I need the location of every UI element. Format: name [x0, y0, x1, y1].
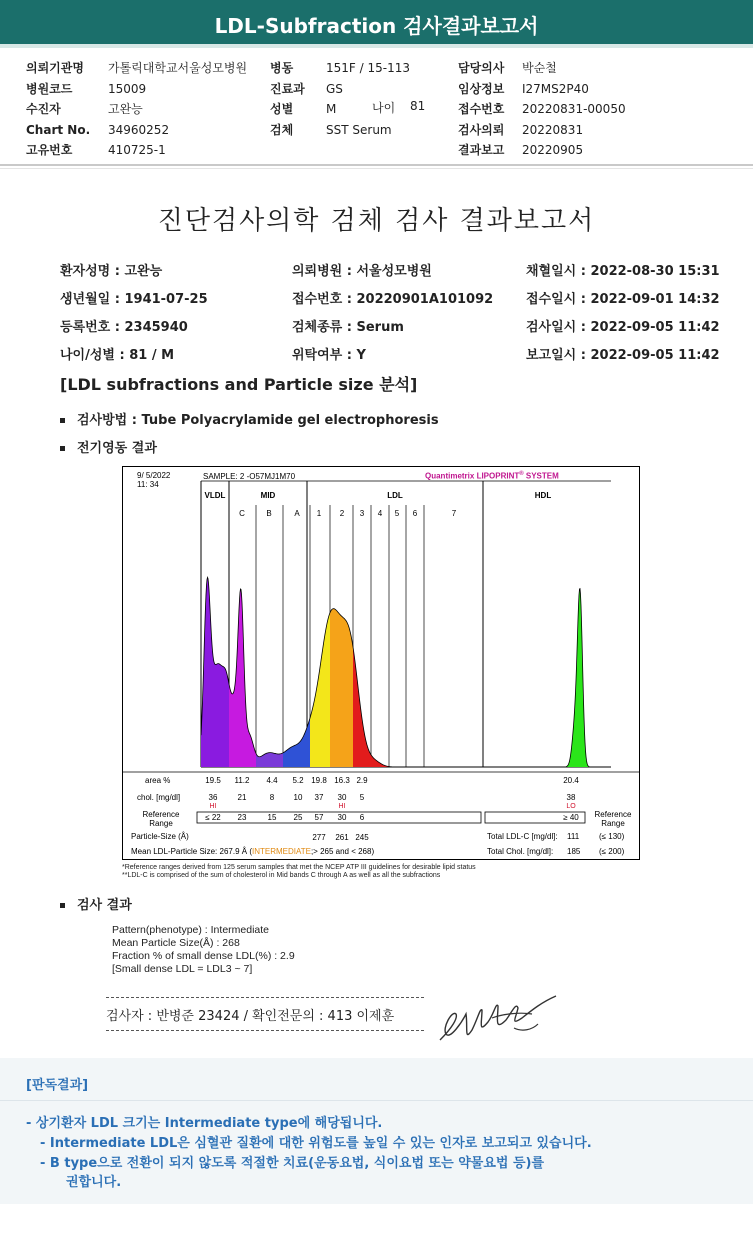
- lipoprint-chart: [122, 466, 640, 860]
- row-label-reference: Reference Range: [142, 810, 180, 828]
- fraction-area-mid-a: [283, 718, 310, 767]
- header-col2-values: [326, 58, 410, 140]
- chol-value-C: 21: [237, 793, 247, 802]
- receipt-datetime: 접수일시 : 2022-09-01 14:32: [526, 292, 720, 307]
- age-sex: 나이/성별 : 81 / M: [60, 348, 175, 363]
- interpretation-line-1: - 상기환자 LDL 크기는 Intermediate type에 해당됩니다.: [26, 1116, 383, 1131]
- signature-bottom-rule: [106, 1030, 424, 1031]
- area-value-2: 16.3: [334, 776, 350, 785]
- group-label-ldl: LDL: [387, 491, 403, 500]
- signature-line: 검사자 : 반병준 23424 / 확인전문의 : 413 이제훈: [106, 1009, 395, 1024]
- label-chart-no: Chart No.: [26, 122, 91, 137]
- header-col1-values: [108, 58, 247, 161]
- value-ward: 151F / 15-113: [326, 61, 410, 75]
- interpretation-divider: [0, 1100, 753, 1101]
- receipt-number: 접수번호 : 20220901A101092: [292, 292, 494, 307]
- row-label-chol: chol. [mg/dl]: [137, 793, 181, 802]
- report-datetime: 보고일시 : 2022-09-05 11:42: [526, 348, 720, 363]
- birth-date: 생년월일 : 1941-07-25: [60, 292, 208, 307]
- header-separator: [0, 164, 753, 166]
- bullet-dot: [60, 446, 65, 451]
- result-label: 검사 결과: [77, 898, 132, 913]
- mean-size-class: INTERMEDIATE: [251, 847, 311, 856]
- patient-name: 환자성명 : 고완능: [60, 264, 163, 279]
- chol-value-HDL: 38: [566, 793, 576, 802]
- label-patient: 수진자: [26, 102, 61, 116]
- value-clinical-info: I27MS2P40: [522, 81, 589, 96]
- particle-size-2: 261: [335, 833, 349, 842]
- band-label-1: 1: [316, 509, 322, 518]
- group-label-hdl: HDL: [534, 491, 552, 500]
- test-datetime: 검사일시 : 2022-09-05 11:42: [526, 320, 720, 335]
- signature-stroke: [440, 996, 556, 1040]
- header-divider: [0, 44, 753, 48]
- result-pattern: Pattern(phenotype) : Intermediate: [112, 924, 270, 936]
- electrophoresis-label: 전기영동 결과: [77, 441, 157, 456]
- signature-top-rule: [106, 997, 424, 998]
- band-label-5: 5: [394, 509, 400, 518]
- reference-value-B: 15: [267, 813, 277, 822]
- total-chol-value: 185: [567, 847, 581, 856]
- band-label-7: 7: [451, 509, 457, 518]
- result-mean-size: Mean Particle Size(Å) : 268: [112, 937, 240, 949]
- reference-value-HDL: ≥ 40: [563, 813, 579, 822]
- label-department: 진료과: [270, 81, 305, 96]
- fraction-area-mid-b: [256, 753, 283, 767]
- handwritten-signature: [432, 988, 572, 1058]
- row-label-area: area %: [145, 776, 171, 785]
- chol-value-A: 10: [293, 793, 303, 802]
- value-specimen: SST Serum: [326, 122, 392, 137]
- result-small-dense-fraction: Fraction % of small dense LDL(%) : 2.9: [112, 950, 295, 962]
- interpretation-line-4: 권합니다.: [66, 1175, 122, 1190]
- method-text: 검사방법 : Tube Polyacrylamide gel electrophoresis: [77, 413, 439, 428]
- bullet-dot: [60, 903, 65, 908]
- chart-date: 9/ 5/2022: [137, 471, 171, 480]
- fraction-area-ldl2: [330, 609, 353, 767]
- mean-size-paren-open: (: [249, 847, 252, 856]
- band-label-C: C: [239, 509, 245, 518]
- header-col3: [458, 58, 504, 161]
- reference-value-3: 6: [359, 813, 365, 822]
- row-label-particle: Particle-Size (Å): [131, 832, 189, 841]
- value-receipt-no: 20220831-00050: [522, 102, 626, 116]
- reference-value-2: 30: [337, 813, 347, 822]
- value-report-date: 20220905: [522, 143, 584, 157]
- label-clinical-info: 임상정보: [458, 81, 505, 96]
- total-ldl-ref: (≤ 130): [599, 832, 625, 841]
- area-value-B: 4.4: [266, 776, 278, 785]
- label-doctor: 담당의사: [458, 61, 505, 75]
- chart-brand-name: Quantimetrix LIPOPRINT: [425, 471, 520, 481]
- mean-size-range: ;> 265 and < 268): [310, 847, 375, 856]
- band-label-A: A: [294, 509, 300, 518]
- mean-size-label: Mean LDL-Particle Size:: [131, 847, 218, 856]
- chart-brand-reg: ®: [519, 471, 524, 477]
- footnote-1: *Reference ranges derived from 125 serum samples that met the NCEP ATP III guidelines for desirable lipid status: [122, 864, 476, 871]
- interpretation-line-3: - B type으로 전환이 되지 않도록 적절한 치료(운동요법, 식이요법 또는 약물요법 등)를: [40, 1156, 545, 1171]
- value-department: GS: [326, 81, 343, 96]
- band-label-4: 4: [377, 509, 383, 518]
- total-chol-label: Total Chol. [mg/dl]:: [487, 847, 554, 856]
- chol-value-1: 37: [314, 793, 324, 802]
- label-sex: 성별: [270, 102, 294, 116]
- bullet-dot: [60, 418, 65, 423]
- flag-2: HI: [338, 803, 346, 810]
- chol-value-3: 5: [359, 793, 365, 802]
- method-bullet: [60, 409, 439, 428]
- particle-size-1: 277: [312, 833, 326, 842]
- report-header-title: LDL-Subfraction 검사결과보고서: [214, 14, 539, 38]
- specimen-type: 검체종류 : Serum: [292, 320, 404, 335]
- footnote-2: **LDL-C is comprised of the sum of cholesterol in Mid bands C through A as well as all the subfractions: [122, 872, 441, 879]
- label-hospital-code: 병원코드: [26, 81, 73, 96]
- result-small-dense-definition: [Small dense LDL = LDL3 ~ 7]: [112, 963, 253, 975]
- electrophoresis-bullet: [60, 437, 157, 456]
- label-receipt-no: 접수번호: [458, 102, 505, 116]
- report-header-bar: [0, 0, 753, 48]
- value-hospital-code: 15009: [108, 81, 147, 96]
- chart-brand-suffix: SYSTEM: [523, 471, 559, 481]
- mean-size-value: 267.9 Å: [219, 847, 248, 856]
- reference-value-1: 57: [314, 813, 324, 822]
- interpretation-line-2: - Intermediate LDL은 심혈관 질환에 대한 위험도를 높일 수 있는 인자로 보고되고 있습니다.: [40, 1136, 592, 1151]
- flag-VLDL: HI: [209, 803, 217, 810]
- report-title: 진단검사의학 검체 검사 결과보고서: [157, 206, 596, 236]
- band-label-2: 2: [339, 509, 345, 518]
- total-chol-ref: (≤ 200): [599, 847, 625, 856]
- label-age: 나이: [372, 101, 396, 115]
- total-ldl-value: 111: [567, 832, 580, 841]
- fraction-area-ldl1: [310, 613, 330, 767]
- chart-svg: [123, 467, 639, 859]
- label-unique-no: 고유번호: [26, 143, 73, 157]
- mean-size-line: [131, 847, 374, 856]
- requesting-hospital: 의뢰병원 : 서울성모병원: [292, 264, 432, 279]
- reference-value-C: 23: [237, 813, 247, 822]
- area-value-HDL: 20.4: [563, 776, 579, 785]
- band-label-B: B: [266, 509, 272, 518]
- chol-value-2: 30: [337, 793, 347, 802]
- area-value-1: 19.8: [311, 776, 327, 785]
- header-col3-values: [522, 58, 626, 161]
- header-col1: [26, 58, 90, 161]
- value-doctor: 박순철: [522, 61, 557, 75]
- value-institution: 가톨릭대학교서울성모병원: [108, 61, 248, 75]
- area-value-A: 5.2: [292, 776, 304, 785]
- collection-datetime: 채혈일시 : 2022-08-30 15:31: [526, 264, 720, 279]
- total-ldl-label: Total LDL-C [mg/dl]:: [487, 832, 558, 841]
- row-label-reference-right: Reference Range: [594, 810, 632, 828]
- outsourced: 위탁여부 : Y: [292, 348, 366, 363]
- header-col2: [270, 58, 305, 140]
- band-label-3: 3: [359, 509, 365, 518]
- reference-value-A: 25: [293, 813, 303, 822]
- area-value-3: 2.9: [356, 776, 368, 785]
- flag-HDL: LO: [566, 803, 576, 810]
- registration-number: 등록번호 : 2345940: [60, 320, 188, 335]
- value-unique-no: 410725-1: [108, 143, 166, 157]
- value-patient: 고완능: [108, 102, 143, 116]
- value-sex: M: [326, 102, 337, 116]
- interpretation-title: [판독결과]: [26, 1078, 89, 1093]
- chart-time: 11: 34: [137, 480, 159, 489]
- group-label-vldl: VLDL: [204, 491, 226, 500]
- chol-value-VLDL: 36: [208, 793, 218, 802]
- area-value-VLDL: 19.5: [205, 776, 221, 785]
- value-chart-no: 34960252: [108, 122, 170, 137]
- chol-value-B: 8: [269, 793, 275, 802]
- label-request-date: 검사의뢰: [458, 122, 505, 137]
- label-ward: 병동: [270, 61, 294, 75]
- label-institution: 의뢰기관명: [26, 61, 84, 75]
- particle-size-3: 245: [355, 833, 369, 842]
- reference-value-VLDL: ≤ 22: [205, 813, 221, 822]
- label-specimen: 검체: [270, 122, 294, 137]
- area-value-C: 11.2: [234, 776, 250, 785]
- label-report-date: 결과보고: [458, 143, 505, 157]
- chart-sample: SAMPLE: 2 -O57MJ1M70: [203, 472, 296, 481]
- value-request-date: 20220831: [522, 122, 584, 137]
- value-age: 81: [410, 99, 426, 113]
- result-bullet: [60, 894, 132, 913]
- section-title: [LDL subfractions and Particle size 분석]: [60, 375, 418, 394]
- band-label-6: 6: [412, 509, 418, 518]
- group-label-mid: MID: [260, 491, 276, 500]
